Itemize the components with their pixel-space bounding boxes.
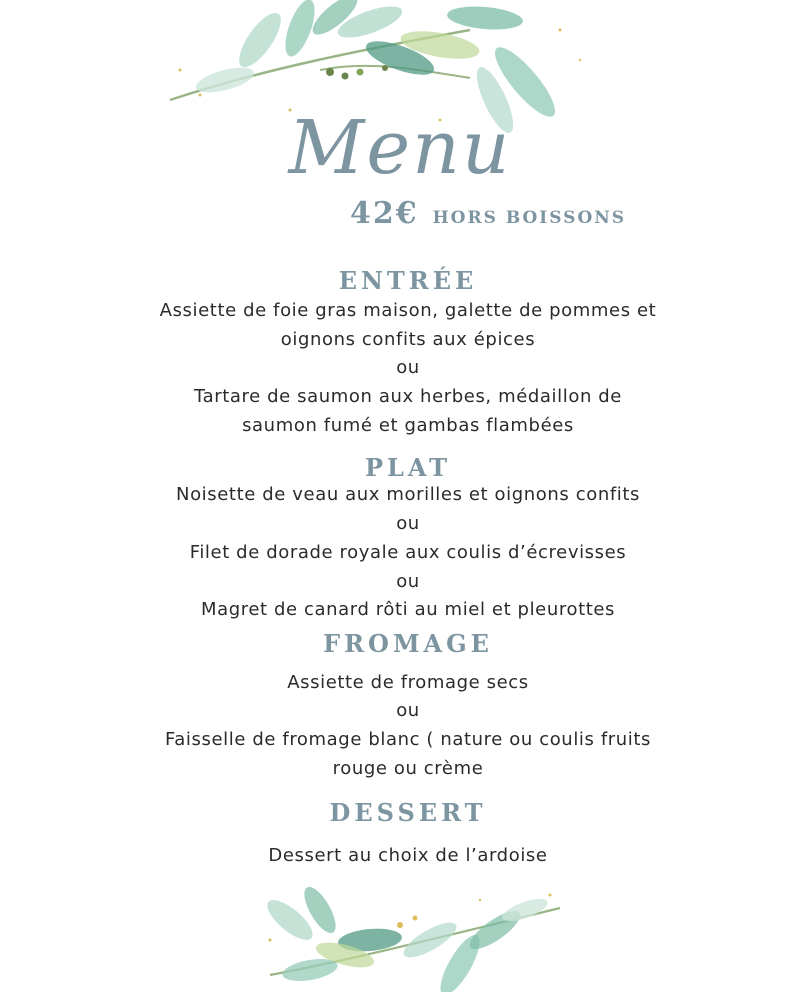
- fromage-line: Faisselle de fromage blanc ( nature ou coulis fruits: [165, 729, 651, 750]
- dessert-line: Dessert au choix de l’ardoise: [268, 845, 548, 866]
- fromage-line: Assiette de fromage secs: [287, 672, 529, 693]
- plat-or: ou: [396, 571, 420, 592]
- price-note: HORS BOISSONS: [432, 208, 627, 228]
- plat-line: Magret de canard rôti au miel et pleurottes: [200, 599, 616, 620]
- plat-or: ou: [396, 513, 420, 534]
- menu-title: Menu: [288, 105, 512, 191]
- section-heading-entree: ENTRÉE: [338, 266, 478, 295]
- section-heading-dessert: DESSERT: [329, 798, 487, 827]
- entree-or: ou: [396, 357, 420, 378]
- entree-line: Assiette de foie gras maison, galette de pommes et: [159, 300, 657, 321]
- entree-line: saumon fumé et gambas flambées: [242, 415, 574, 436]
- fromage-or: ou: [396, 700, 420, 721]
- entree-line: oignons confits aux épices: [280, 329, 536, 350]
- section-heading-fromage: FROMAGE: [323, 629, 493, 658]
- plat-line: Filet de dorade royale aux coulis d’écrevisses: [189, 542, 627, 563]
- price-line: [350, 196, 626, 231]
- eucalyptus-branch-bottom-icon: [250, 880, 580, 992]
- fromage-line: rouge ou crème: [332, 758, 484, 779]
- menu-price: 42€: [350, 196, 419, 231]
- section-heading-plat: PLAT: [364, 453, 452, 482]
- entree-line: Tartare de saumon aux herbes, médaillon de: [194, 386, 622, 407]
- plat-line: Noisette de veau aux morilles et oignons confits: [176, 484, 640, 505]
